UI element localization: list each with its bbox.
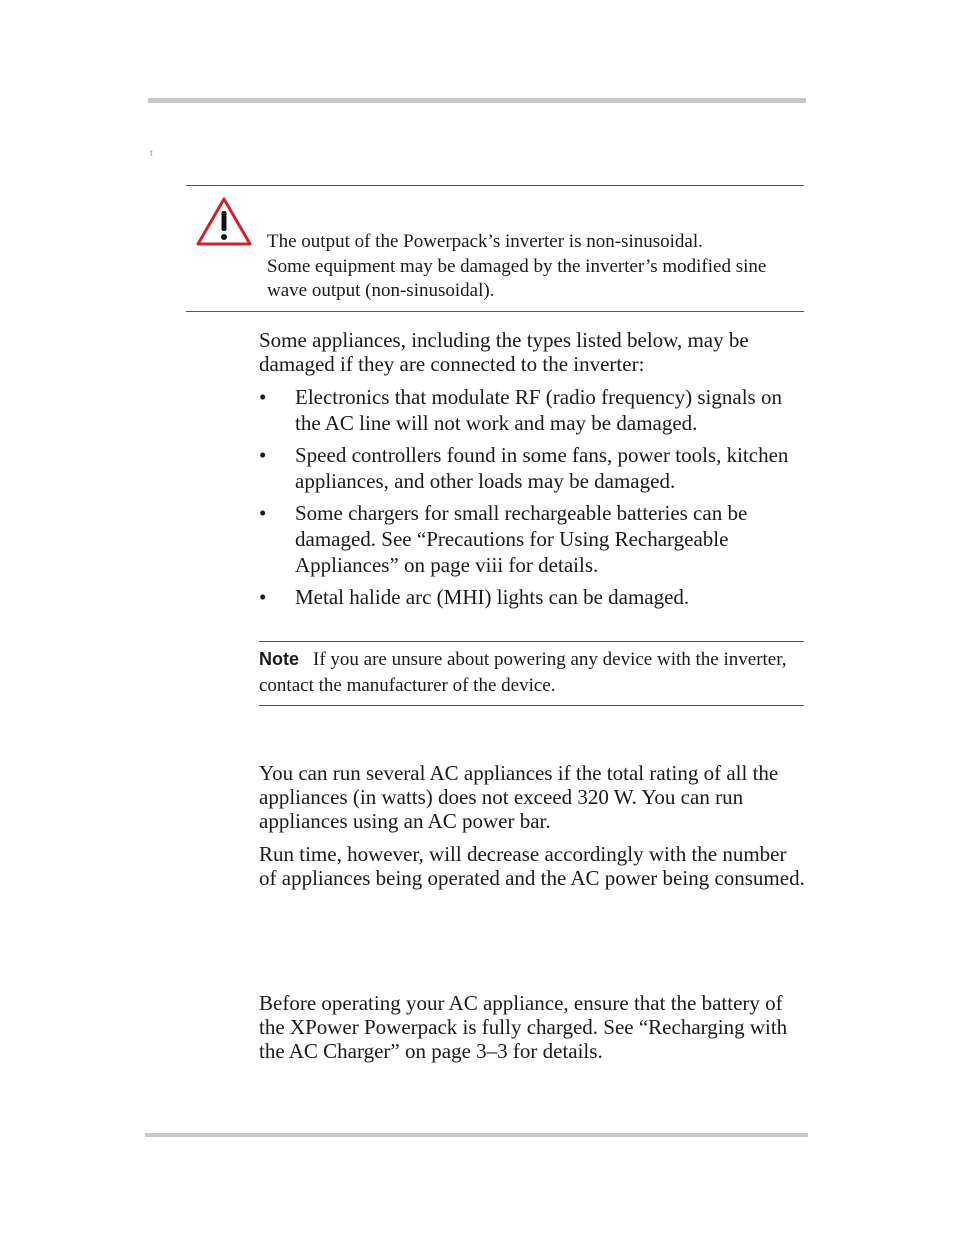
caution-line-3: wave output (non-sinusoidal). — [267, 280, 495, 301]
bullet: • — [259, 585, 267, 609]
caution-line-2: Some equipment may be damaged by the inverter’s modified sine — [267, 255, 767, 277]
list-item — [259, 384, 804, 436]
list-item-text: Speed controllers found in some fans, power tools, kitchen appliances, and other loads may be damaged. — [295, 443, 789, 493]
caution-text — [267, 230, 807, 304]
footer-rule — [145, 1133, 808, 1137]
list-item-text: Some chargers for small rechargeable batteries can be damaged. See “Precautions for Using Rechargeable Appliances” on page viii for details. — [295, 501, 748, 577]
appliance-list — [259, 384, 804, 616]
bullet: • — [259, 443, 267, 467]
intro-paragraph: Some appliances, including the types listed below, may be damaged if they are connected to the inverter: — [259, 328, 749, 376]
list-item-text: Electronics that modulate RF (radio frequency) signals on the AC line will not work and may be damaged. — [295, 385, 782, 435]
caution-line-1: The output of the Powerpack’s inverter is non-sinusoidal. — [267, 231, 703, 252]
list-item — [259, 584, 804, 610]
paragraph-battery-charge: Before operating your AC appliance, ensure that the battery of the XPower Powerpack is fully charged. See “Recharging with the AC Charger” on page 3–3 for details. — [259, 991, 788, 1063]
list-item — [259, 442, 804, 494]
paragraph-multiple-appliances: You can run several AC appliances if the total rating of all the appliances (in watts) does not exceed 320 W. You can run appliances using an AC power bar. — [259, 761, 779, 833]
warning-triangle-icon — [196, 197, 252, 247]
note-label: Note — [259, 649, 299, 669]
bullet: • — [259, 385, 267, 409]
note-box — [259, 641, 804, 706]
header-rule — [148, 98, 806, 103]
note-text: If you are unsure about powering any device with the inverter, contact the manufacturer of the device. — [259, 649, 787, 696]
bullet: • — [259, 501, 267, 525]
paragraph-run-time: Run time, however, will decrease accordingly with the number of appliances being operated and the AC power being consumed. — [259, 842, 805, 890]
margin-mark: t — [150, 148, 153, 159]
list-item-text: Metal halide arc (MHI) lights can be damaged. — [295, 585, 690, 609]
list-item — [259, 500, 804, 578]
